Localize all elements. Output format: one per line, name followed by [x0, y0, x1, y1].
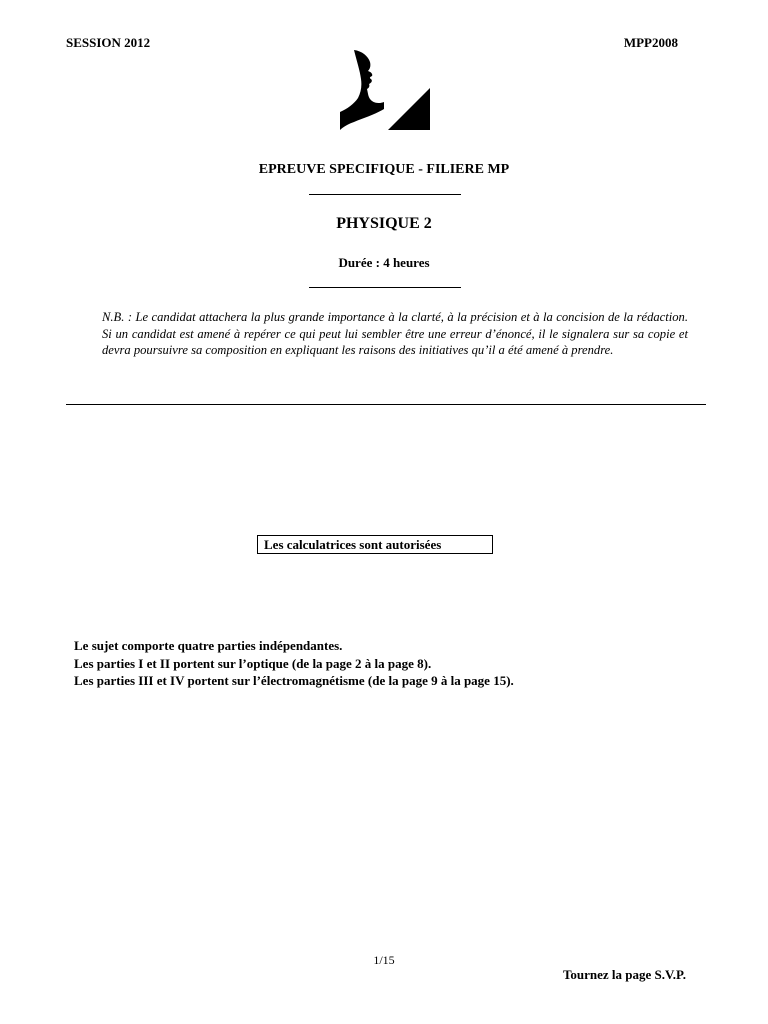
- exam-duration: Durée : 4 heures: [338, 255, 430, 270]
- heading-divider: [309, 194, 461, 195]
- instructions-note: N.B. : Le candidat attachera la plus grande importance à la clarté, à la précision et à la concision de la rédaction. Si un candidat est amené à repérer ce qui peut lui sembler être une erreur d’énoncé, il le signalera sur sa copie et devra poursuivre sa composition en expliquant les raisons des initiatives qu’il a été amené à prendre.: [102, 310, 688, 357]
- session-label: SESSION 2012: [66, 35, 151, 50]
- subject-overview: [74, 637, 514, 690]
- page-number: 1/15: [373, 953, 395, 967]
- subject-title: PHYSIQUE 2: [336, 215, 432, 232]
- profile-face-logo-icon: [340, 48, 430, 130]
- calculators-notice: Les calculatrices sont autorisées: [257, 535, 493, 554]
- overview-line: Le sujet comporte quatre parties indépendantes.: [74, 638, 343, 653]
- section-divider: [66, 404, 706, 405]
- exam-heading: EPREUVE SPECIFIQUE - FILIERE MP: [258, 162, 510, 177]
- duration-divider: [309, 287, 461, 288]
- exam-code: MPP2008: [623, 35, 678, 50]
- overview-line: Les parties I et II portent sur l’optique (de la page 2 à la page 8).: [74, 655, 432, 671]
- turn-page-note: Tournez la page S.V.P.: [562, 967, 686, 982]
- overview-line: Les parties III et IV portent sur l’électromagnétisme (de la page 9 à la page 15).: [74, 673, 514, 688]
